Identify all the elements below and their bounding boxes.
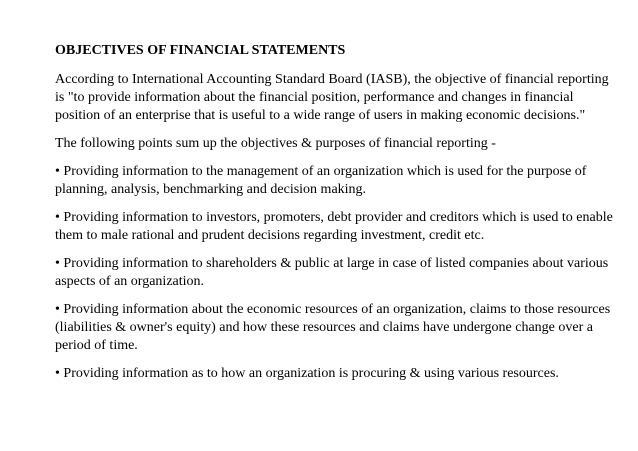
bullet-shareholders: • Providing information to shareholders & public at large in case of listed companies about various aspects of an organization.	[55, 256, 609, 289]
bullet-procuring-resources: • Providing information as to how an organization is procuring & using various resources.	[55, 366, 559, 381]
document-page	[55, 42, 615, 393]
lead-paragraph: The following points sum up the objectives & purposes of financial reporting -	[55, 136, 496, 151]
bullet-management: • Providing information to the management of an organization which is used for the purpose of planning, analysis, benchmarking and decision making.	[55, 164, 587, 197]
document-title: OBJECTIVES OF FINANCIAL STATEMENTS	[55, 43, 346, 58]
intro-paragraph: According to International Accounting Standard Board (IASB), the objective of financial reporting is "to provide information about the financial position, performance and changes in financial position of an enterprise that is useful to a wide range of users in making economic decisions."	[55, 72, 609, 123]
bullet-economic-resources: • Providing information about the economic resources of an organization, claims to those resources (liabilities & owner's equity) and how these resources and claims have undergone change over a period of time.	[55, 302, 611, 353]
bullet-investors: • Providing information to investors, promoters, debt provider and creditors which is used to enable them to male rational and prudent decisions regarding investment, credit etc.	[55, 210, 613, 243]
